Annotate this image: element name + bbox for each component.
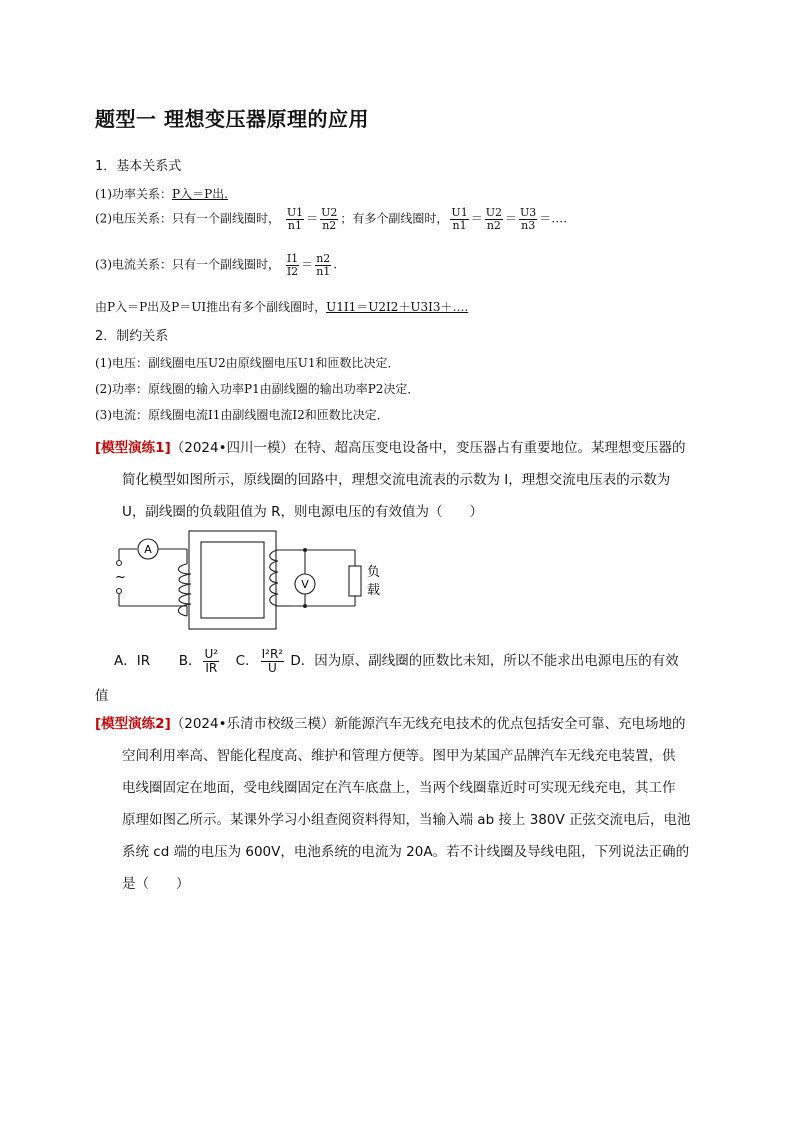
- q1-line-3: U，副线圈的负载阻值为 R，则电源电压的有效值为（ ）: [122, 504, 484, 520]
- q1-line-1: [95, 432, 686, 464]
- q1-tag: [模型演练1]: [95, 440, 171, 456]
- power-relation: [95, 185, 228, 202]
- derive-formula: U1I1＝U2I2＋U3I3＋….: [326, 300, 469, 314]
- transformer-circuit-diagram: [105, 528, 395, 636]
- option-d[interactable]: D．因为原、副线圈的匝数比未知，所以不能求出电源电压的有效: [290, 653, 679, 670]
- fraction: $\frac{U3}{n3}$: [520, 206, 537, 232]
- q1-text: （2024•四川一模）在特、超高压变电设备中，变压器占有重要地位。某理想变压器的: [170, 440, 686, 456]
- option-c[interactable]: C． $\frac{\text{I²R²}}{U}$: [235, 647, 284, 675]
- derive-text: 由P入＝P出及P＝UI推出有多个副线圈时，: [95, 300, 327, 314]
- fraction: $\frac{U2}{n2}$: [321, 206, 338, 232]
- constraint-current: (3)电流：原线圈电流I1由副线圈电流I2和匝数比决定．: [95, 408, 389, 422]
- fraction: $\frac{I1}{I2}$: [286, 252, 299, 278]
- constraint-voltage: (1)电压：副线圈电压U2由原线圈电压U1和匝数比决定．: [95, 356, 400, 370]
- q2-line-6: 是（ ）: [122, 876, 190, 892]
- load-label-1: 负: [367, 565, 381, 580]
- q2-text: （2024•乐清市校级三模）新能源汽车无线充电技术的优点包括安全可靠、充电场地的: [170, 716, 686, 732]
- fraction: $\frac{n2}{n1}$: [316, 252, 331, 278]
- option-d-continued: 值: [95, 688, 109, 704]
- constraint-power: (2)功率：原线圈的输入功率P1由副线圈的输出功率P2决定．: [95, 382, 420, 396]
- q2-line-4: 原理如图乙所示。某课外学习小组查阅资料得知，当输入端 ab 接上 380V 正弦交流电后，电池: [122, 812, 691, 828]
- q1-line-2: 简化模型如图所示，原线圈的回路中，理想交流电流表的示数为 I，理想交流电压表的示数为: [122, 472, 671, 488]
- q2-line-5: 系统 cd 端的电压为 600V，电池系统的电流为 20A。若不计线圈及导线电阻，下列说法正确的: [122, 844, 690, 860]
- power-formula: P入＝P出.: [172, 187, 228, 201]
- load-label-2: 载: [367, 583, 381, 598]
- ac-source-symbol: ~: [115, 570, 126, 585]
- section1-heading: 1．基本关系式: [95, 159, 182, 174]
- q2-line-2: 空间利用率高、智能化程度高、维护和管理方便等。图甲为某国产品牌汽车无线充电装置，供: [122, 748, 676, 764]
- fraction: $\frac{U1}{n1}$: [451, 206, 468, 232]
- ammeter-label: A: [144, 543, 152, 556]
- voltage-suffix: ＝….: [539, 211, 568, 226]
- voltage-relation: (2)电压关系：只有一个副线圈时， $\frac{U1}{n1}$ ＝ $\frac{U2}{n2}$ ；有多个副线圈时， $\frac{U1}{n1}$ ＝ $\frac{U2}{n2}$ ＝ $\frac{U3}{n3}$ ＝….: [95, 206, 568, 232]
- current-suffix: .: [333, 257, 338, 272]
- derive-line: [95, 298, 468, 315]
- voltage-prefix: (2)电压关系：只有一个副线圈时，: [95, 211, 280, 226]
- voltage-mid: ；有多个副线圈时，: [340, 211, 449, 226]
- q2-tag: [模型演练2]: [95, 716, 171, 732]
- current-prefix: (3)电流关系：只有一个副线圈时，: [95, 257, 280, 272]
- q2-line-1: [95, 708, 686, 740]
- fraction: $\frac{U1}{n1}$: [286, 206, 304, 232]
- current-relation: (3)电流关系：只有一个副线圈时， $\frac{I1}{I2}$ ＝ $\frac{n2}{n1}$ .: [95, 252, 338, 278]
- option-a[interactable]: A．IR: [114, 653, 151, 670]
- q2-line-3: 电线圈固定在地面，受电线圈固定在汽车底盘上，当两个线圈靠近时可实现无线充电，其工作: [122, 780, 676, 796]
- fraction: $\frac{U2}{n2}$: [485, 206, 502, 232]
- section2-heading: 2．制约关系: [95, 329, 169, 344]
- q1-options: [114, 648, 679, 674]
- option-b[interactable]: B． $\frac{\text{U²}}{IR}$: [178, 647, 219, 675]
- page-title: 题型一 理想变压器原理的应用: [95, 107, 369, 131]
- power-prefix: (1)功率关系：: [95, 187, 172, 201]
- voltmeter-label: V: [301, 578, 309, 591]
